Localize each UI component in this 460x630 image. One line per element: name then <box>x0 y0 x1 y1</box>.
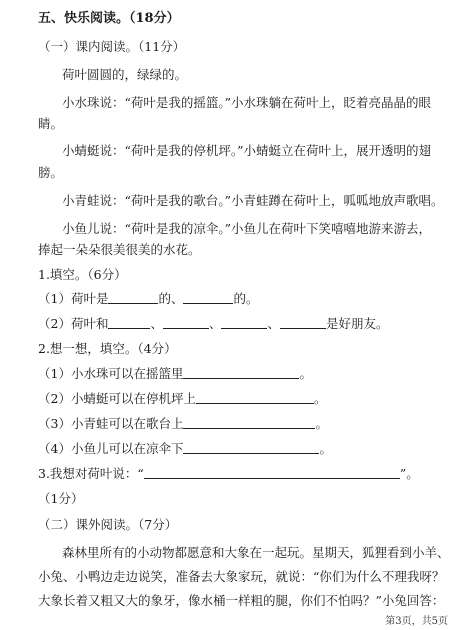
q3-score: （1分） <box>38 491 84 506</box>
answer-blank[interactable] <box>163 315 209 329</box>
answer-blank[interactable] <box>221 315 267 329</box>
q1-sep: 、 <box>267 316 280 331</box>
q1-text: （2）荷叶和 <box>38 316 109 331</box>
answer-blank[interactable] <box>108 290 158 304</box>
q1-sep: 、 <box>208 316 222 331</box>
answer-blank[interactable] <box>183 365 299 379</box>
passage-line: 睛。 <box>38 116 64 131</box>
answer-blank[interactable] <box>183 440 319 454</box>
q2-item-text: （1）小水珠可以在摇篮里 <box>38 366 184 381</box>
q2-item-text: （3）小青蛙可以在歌台上 <box>38 416 184 431</box>
q1-text: 是好朋友。 <box>326 316 389 331</box>
q3-text: 3.我想对荷叶说：“ <box>38 466 144 481</box>
q1-line-2 <box>38 315 389 333</box>
passage-line: 荷叶圆圆的，绿绿的。 <box>62 67 188 82</box>
passage-line: 小蜻蜓说：“荷叶是我的停机坪。”小蜻蜓立在荷叶上，展开透明的翅 <box>62 143 432 158</box>
page-number: 第3页，共5页 <box>385 616 448 627</box>
part2-line: 大象长着又粗又大的象牙，像水桶一样粗的腿，你们不怕吗？”小兔回答： <box>38 593 445 608</box>
part2-title: （二）课外阅读。（7分） <box>38 517 178 532</box>
part1-title: （一）课内阅读。（11分） <box>38 39 186 54</box>
section-title: 五、快乐阅读。（18分） <box>38 11 180 26</box>
q2-item-end: 。 <box>319 441 332 456</box>
q2-item <box>38 390 326 408</box>
q2-item <box>38 415 328 433</box>
q3-end: ”。 <box>399 466 419 481</box>
q2-item-end: 。 <box>315 416 328 431</box>
answer-blank[interactable] <box>108 315 150 329</box>
answer-blank[interactable] <box>196 390 314 404</box>
q2-item-text: （4）小鱼儿可以在凉伞下 <box>38 441 184 456</box>
q1-line-1 <box>38 290 258 308</box>
q3-line <box>38 465 419 483</box>
passage-line: 小青蛙说：“荷叶是我的歌台。”小青蛙蹲在荷叶上，呱呱地放声歌唱。 <box>62 193 444 208</box>
q2-item-text: （2）小蜻蜓可以在停机坪上 <box>38 391 196 406</box>
passage-line: 膀。 <box>38 165 64 180</box>
q2-item-end: 。 <box>299 366 312 381</box>
q2-item <box>38 365 312 383</box>
part2-line: 小兔、小鸭边走边说笑，准备去大象家玩，就说：“你们为什么不理我呀？ <box>38 569 445 584</box>
answer-blank[interactable] <box>280 315 326 329</box>
passage-line: 捧起一朵朵很美很美的水花。 <box>38 242 201 257</box>
answer-blank[interactable] <box>183 415 315 429</box>
passage-line: 小水珠说：“荷叶是我的摇篮。”小水珠躺在荷叶上，眨着亮晶晶的眼 <box>62 95 432 110</box>
answer-blank[interactable] <box>144 465 400 479</box>
q2-item-end: 。 <box>313 391 327 406</box>
q1-sep: 、 <box>150 316 163 331</box>
q1-text: 的。 <box>233 291 259 306</box>
q1-text: 的、 <box>158 291 184 306</box>
q1-text: （1）荷叶是 <box>38 291 109 306</box>
q2-title: 2.想一想，填空。（4分） <box>38 341 177 356</box>
part2-line: 森林里所有的小动物都愿意和大象在一起玩。星期天，狐狸看到小羊、 <box>62 545 450 560</box>
passage-line: 小鱼儿说：“荷叶是我的凉伞。”小鱼儿在荷叶下笑嘻嘻地游来游去， <box>62 221 432 236</box>
answer-blank[interactable] <box>183 290 233 304</box>
q1-title: 1.填空。（6分） <box>38 267 127 282</box>
q2-item <box>38 440 332 458</box>
